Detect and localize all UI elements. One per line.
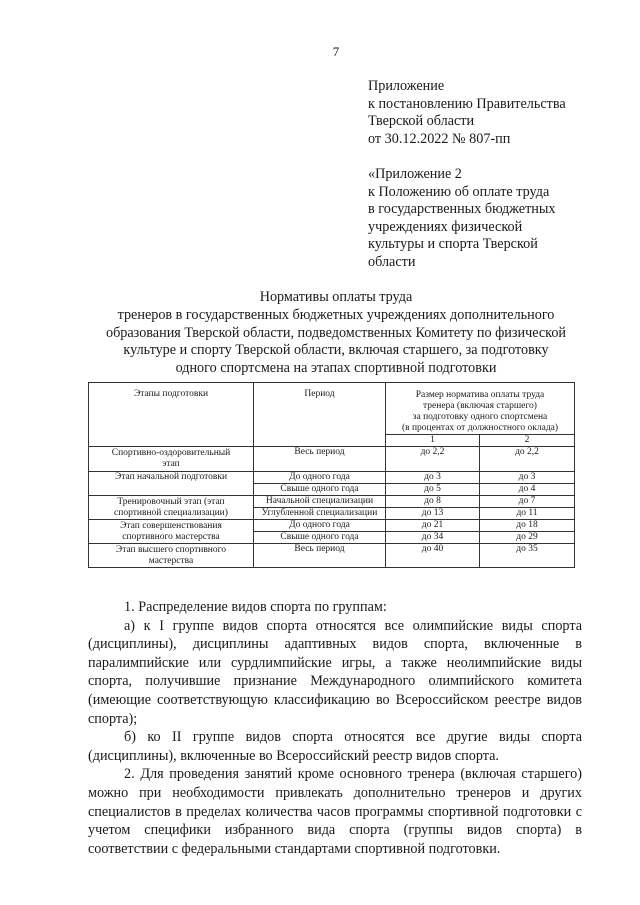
body-text — [88, 598, 582, 858]
period-cell: Углубленной специализации — [254, 508, 386, 520]
group2-cell: до 3 — [480, 472, 575, 484]
group2-cell: до 18 — [480, 520, 575, 532]
quoted-appendix-line: области — [368, 253, 416, 270]
group1-cell: до 21 — [386, 520, 480, 532]
stage-line: Спортивно-оздоровительный — [111, 448, 231, 458]
group1-cell: до 5 — [386, 484, 480, 496]
paragraph: 1. Распределение видов спорта по группам: — [124, 599, 387, 615]
header-norm-line: Размер норматива оплаты труда — [415, 390, 545, 400]
title-line: Нормативы оплаты труда — [259, 289, 413, 305]
group2-cell: до 2,2 — [480, 447, 575, 472]
norms-table — [88, 382, 575, 568]
stage-line: мастерства — [148, 555, 194, 566]
period-cell: До одного года — [254, 472, 386, 484]
paragraph: а) к I группе видов спорта относятся все олимпийские виды спорта (дисциплины), дисциплины адаптивных видов спорта, включенные в паралимпийские или сурдлимпийские игры, а также неолимпийские виды спорта, получившие признание Международного олимпийского комитета (имеющие соответствующую классификацию во Всероссийском реестре видов спорта); — [88, 617, 582, 727]
period-cell: Начальной специализации — [254, 496, 386, 508]
quoted-appendix-line: культуры и спорта Тверской — [368, 236, 538, 252]
header-norm-line: за подготовку одного спортсмена — [412, 412, 548, 422]
stage-cell — [89, 447, 254, 472]
table-row — [89, 496, 575, 508]
group1-cell: до 2,2 — [386, 447, 480, 472]
group1-cell: до 34 — [386, 532, 480, 544]
title-line: культуре и спорту Тверской области, включая старшего, за подготовку — [123, 342, 549, 359]
quoted-appendix-line: учреждениях физической — [368, 218, 523, 235]
group2-cell: до 29 — [480, 532, 575, 544]
table-row — [89, 472, 575, 484]
stage-line: Этап совершенствования — [120, 520, 222, 531]
group1-cell: до 3 — [386, 472, 480, 484]
group2-cell: до 7 — [480, 496, 575, 508]
period-cell: Свыше одного года — [254, 484, 386, 496]
paragraph: б) ко II группе видов спорта относятся все другие виды спорта (дисциплины), включенные во Всероссийский реестр видов спорта. — [88, 729, 582, 764]
appendix-line: к постановлению Правительства — [368, 95, 566, 112]
stage-cell: Этап начальной подготовки — [89, 472, 254, 496]
stage-cell — [89, 544, 254, 568]
group1-cell: до 40 — [386, 544, 480, 568]
group1-cell: до 13 — [386, 508, 480, 520]
appendix-header — [368, 78, 566, 148]
header-group-2: 2 — [480, 435, 575, 447]
header-period: Период — [254, 383, 386, 447]
appendix-line: Приложение — [368, 78, 445, 94]
appendix-line: от 30.12.2022 № 807-пп — [368, 130, 511, 147]
quoted-appendix-header — [368, 166, 556, 271]
period-cell: Свыше одного года — [254, 532, 386, 544]
paragraph: 2. Для проведения занятий кроме основного тренера (включая старшего) можно при необходимости привлекать дополнительно тренеров и других специалистов в пределах количества часов программы спортивной подготовки с учетом специфики избранного вида спорта (группы видов спорта) в соответствии с федеральными стандартами спортивной подготовки. — [88, 766, 582, 857]
group2-cell: до 35 — [480, 544, 575, 568]
table-row — [89, 447, 575, 472]
quoted-appendix-line: к Положению об оплате труда — [368, 183, 550, 200]
stage-line: спортивной специализации) — [114, 507, 228, 518]
period-cell: Весь период — [254, 544, 386, 568]
stage-cell — [89, 520, 254, 544]
group2-cell: до 11 — [480, 508, 575, 520]
table-header-row — [89, 383, 575, 435]
header-norm-line: тренера (включая старшего) — [423, 401, 537, 411]
header-group-1: 1 — [386, 435, 480, 447]
title-line: образования Тверской области, подведомственных Комитету по физической — [105, 324, 567, 341]
stage-cell — [89, 496, 254, 520]
table-row — [89, 544, 575, 568]
period-cell: До одного года — [254, 520, 386, 532]
title-line: тренеров в государственных бюджетных учреждениях дополнительного — [117, 306, 555, 323]
group2-cell: до 4 — [480, 484, 575, 496]
quoted-appendix-line: «Приложение 2 — [368, 166, 462, 182]
page-number: 7 — [332, 44, 340, 59]
stage-line: Тренировочный этап (этап — [117, 496, 225, 507]
appendix-line: Тверской области — [368, 113, 475, 129]
header-norm — [386, 383, 575, 435]
document-title — [74, 289, 598, 378]
stage-line: Этап высшего спортивного — [115, 544, 227, 555]
stage-line: спортивного мастерства — [122, 531, 220, 542]
group1-cell: до 8 — [386, 496, 480, 508]
quoted-appendix-line: в государственных бюджетных — [368, 201, 556, 217]
stage-line: этап — [162, 459, 180, 469]
table-row — [89, 520, 575, 532]
title-line: одного спортсмена на этапах спортивной подготовки — [175, 360, 497, 377]
header-norm-line: (в процентах от должностного оклада) — [401, 423, 559, 433]
header-stages: Этапы подготовки — [89, 383, 254, 447]
period-cell: Весь период — [254, 447, 386, 472]
